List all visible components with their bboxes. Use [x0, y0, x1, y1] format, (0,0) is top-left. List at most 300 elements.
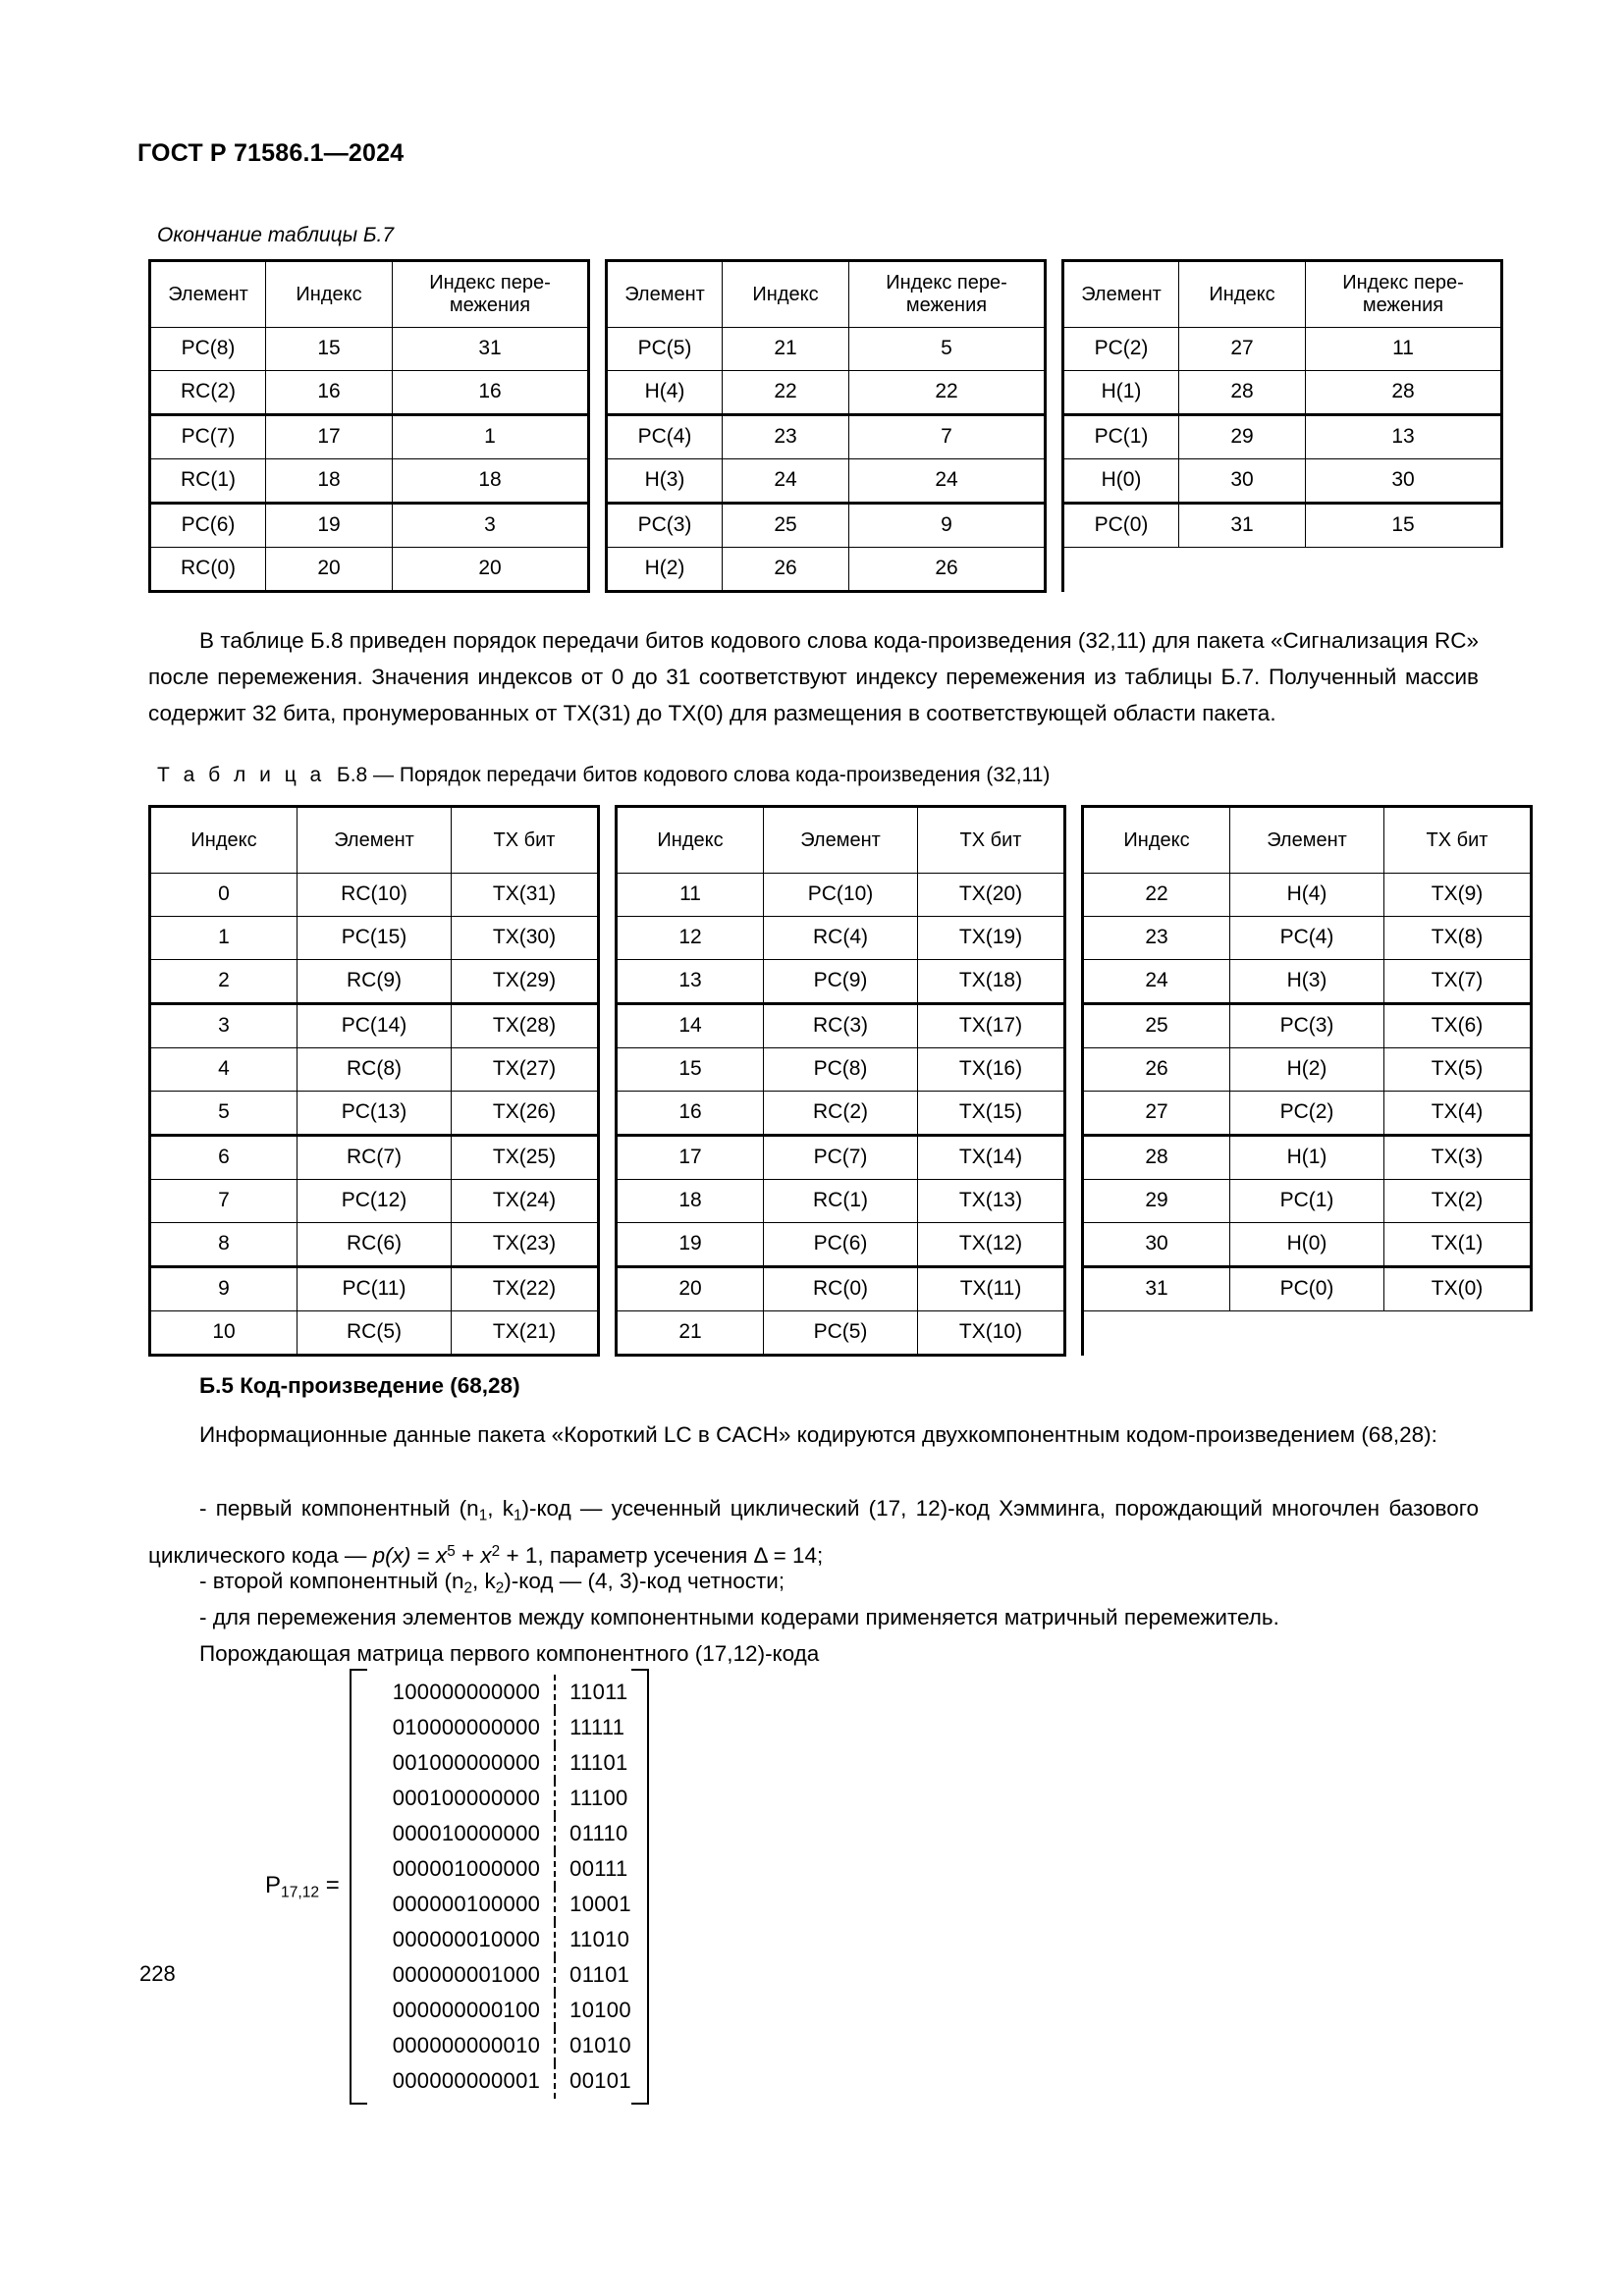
table-cell-index: 6: [150, 1136, 298, 1180]
table-block-gap: [1046, 459, 1063, 504]
table-b7-col-interleave-3-line1: Индекс пере-: [1342, 272, 1464, 294]
table-cell-element: PC(7): [150, 415, 266, 459]
bullet-1-part5: +: [455, 1543, 481, 1569]
table-block-gap: [599, 1267, 617, 1311]
table-b7-gap-1: [589, 261, 607, 328]
matrix-identity-part: 010000000000: [392, 1715, 541, 1739]
table-cell-tx: TX(24): [452, 1180, 599, 1223]
table-cell-index: 20: [617, 1267, 764, 1311]
bullet-2-part3: )-код — (4, 3)-код четности;: [504, 1569, 785, 1593]
table-cell-index: 26: [723, 548, 849, 592]
table-cell-tx: TX(11): [918, 1267, 1065, 1311]
table-b8-col-index-2: Индекс: [617, 807, 764, 874]
table-cell-tx: TX(29): [452, 960, 599, 1004]
table-cell-element: PC(3): [1230, 1004, 1384, 1048]
table-row: [150, 1311, 1532, 1356]
matrix-row: [367, 1887, 631, 1922]
matrix-label-subscript: 17,12: [281, 1884, 320, 1901]
matrix-parity-part: 01101: [569, 1962, 630, 1987]
table-b7-col-element-2: Элемент: [607, 261, 723, 328]
table-cell-interleave: 7: [849, 415, 1046, 459]
matrix-identity-part: 000000010000: [392, 1927, 541, 1951]
matrix-parity-part: 01110: [569, 1821, 628, 1845]
table-b8-col-tx-2: ТХ бит: [918, 807, 1065, 874]
table-block-gap: [1065, 1311, 1083, 1356]
table-block-gap: [599, 960, 617, 1004]
table-cell-index: 12: [617, 917, 764, 960]
table-cell-index: 18: [266, 459, 393, 504]
table-b7-col-interleave-2-line1: Индекс пере-: [886, 272, 1007, 294]
table-cell-index: 25: [723, 504, 849, 548]
table-cell-index: 3: [150, 1004, 298, 1048]
matrix-label-base: P: [265, 1871, 282, 1898]
table-block-gap: [1065, 1136, 1083, 1180]
bullet-1-part6: + 1, параметр усечения Δ = 14;: [500, 1543, 824, 1569]
table-row: [150, 459, 1502, 504]
bullet-3-text: - для перемежения элементов между компонентными кодерами применяется матричный перемежитель.: [199, 1605, 1279, 1629]
table-block-gap: [1065, 1092, 1083, 1136]
table-cell-index: 27: [1179, 328, 1306, 371]
table-cell-tx: TX(13): [918, 1180, 1065, 1223]
table-cell-element: PC(1): [1230, 1180, 1384, 1223]
table-cell-element: H(3): [607, 459, 723, 504]
table-cell-element: PC(14): [298, 1004, 452, 1048]
table-cell-element: RC(10): [298, 874, 452, 917]
table-cell-index: 22: [723, 371, 849, 415]
table-block-gap: [589, 415, 607, 459]
table-cell-index: 15: [266, 328, 393, 371]
table-b8-col-element-2: Элемент: [764, 807, 918, 874]
table-block-gap: [599, 917, 617, 960]
table-cell-interleave: 24: [849, 459, 1046, 504]
matrix-identity-part: 000010000000: [392, 1821, 541, 1845]
table-row: [150, 1004, 1532, 1048]
table-row: [150, 1180, 1532, 1223]
table-block-gap: [1065, 1180, 1083, 1223]
table-row: [150, 1048, 1532, 1092]
matrix-row: [367, 2028, 631, 2063]
matrix-identity-part: 000000100000: [392, 1892, 541, 1916]
bullet-1-part2: , k: [487, 1496, 514, 1521]
table-block-gap: [589, 504, 607, 548]
table-cell-index: 21: [617, 1311, 764, 1356]
page-title: ГОСТ Р 71586.1—2024: [137, 139, 405, 167]
table-b7-col-index-1: Индекс: [266, 261, 393, 328]
table-cell-index: 31: [1083, 1267, 1230, 1311]
table-cell-tx: TX(1): [1384, 1223, 1532, 1267]
table-cell-element: RC(3): [764, 1004, 918, 1048]
table-cell-element: PC(9): [764, 960, 918, 1004]
matrix-bracket-left: [350, 1669, 367, 2105]
table-cell-index: 15: [617, 1048, 764, 1092]
table-b7-col-interleave-2-line2: межения: [905, 294, 988, 316]
section-b5-paragraph-1: [148, 1416, 1479, 1453]
table-cell-index: 21: [723, 328, 849, 371]
table-cell-index: 28: [1179, 371, 1306, 415]
matrix-identity-part: 001000000000: [392, 1750, 541, 1775]
table-cell-element: PC(2): [1230, 1092, 1384, 1136]
table-cell-tx: TX(6): [1384, 1004, 1532, 1048]
table-cell-element: H(1): [1230, 1136, 1384, 1180]
table-block-gap: [589, 459, 607, 504]
table-cell-element: RC(0): [150, 548, 266, 592]
table-cell-index: 24: [1083, 960, 1230, 1004]
matrix-row: [367, 1710, 631, 1745]
table-b7-col-interleave-3-line2: межения: [1362, 294, 1444, 316]
matrix-parity-part: 11011: [569, 1680, 628, 1704]
table-b8-col-index-1: Индекс: [150, 807, 298, 874]
table-cell-element: RC(1): [150, 459, 266, 504]
table-cell-index: 1: [150, 917, 298, 960]
table-row: [150, 1223, 1532, 1267]
table-block-gap: [1065, 917, 1083, 960]
matrix-parity-part: 11010: [569, 1927, 630, 1951]
table-b8: [148, 805, 1533, 1357]
table-cell-element: PC(3): [607, 504, 723, 548]
table-cell-index: 16: [617, 1092, 764, 1136]
matrix-intro-text: Порождающая матрица первого компонентного (17,12)-кода: [199, 1641, 820, 1666]
matrix-row: [367, 1957, 631, 1993]
matrix-parity-part: 11101: [569, 1750, 628, 1775]
table-cell-empty: [1230, 1311, 1384, 1356]
table-b8-col-tx-1: ТХ бит: [452, 807, 599, 874]
table-b7-col-interleave-3: [1306, 261, 1502, 328]
table-cell-interleave: 18: [393, 459, 589, 504]
bullet-2-sub2: 2: [495, 1579, 505, 1597]
table-cell-tx: TX(5): [1384, 1048, 1532, 1092]
table-b8-gap-2: [1065, 807, 1083, 874]
table-cell-interleave: 3: [393, 504, 589, 548]
table-row: [150, 917, 1532, 960]
matrix-parity-part: 11100: [569, 1786, 628, 1810]
bullet-1-sub2: 1: [513, 1507, 522, 1524]
matrix-row: [367, 1993, 631, 2028]
table-cell-element: PC(11): [298, 1267, 452, 1311]
table-cell-interleave: 22: [849, 371, 1046, 415]
table-block-gap: [1065, 1267, 1083, 1311]
table-cell-element: H(2): [1230, 1048, 1384, 1092]
table-cell-tx: TX(10): [918, 1311, 1065, 1356]
table-cell-interleave: 28: [1306, 371, 1502, 415]
matrix-row: [367, 1816, 631, 1851]
table-cell-element: H(2): [607, 548, 723, 592]
matrix-parity-part: 00101: [569, 2068, 631, 2093]
table-cell-index: 0: [150, 874, 298, 917]
table-b7-col-element-3: Элемент: [1063, 261, 1179, 328]
table-cell-index: 18: [617, 1180, 764, 1223]
bullet-1-sup1: 5: [447, 1543, 456, 1561]
matrix-identity-part: 000000001000: [392, 1962, 541, 1987]
table-b7-header-row: [150, 261, 1502, 328]
table-cell-interleave: 16: [393, 371, 589, 415]
table-cell-index: 25: [1083, 1004, 1230, 1048]
table-b7-col-index-3: Индекс: [1179, 261, 1306, 328]
bullet-2-sub1: 2: [463, 1579, 472, 1597]
bullet-1-polynomial: p(x): [372, 1543, 411, 1569]
table-cell-element: RC(8): [298, 1048, 452, 1092]
table-cell-tx: TX(23): [452, 1223, 599, 1267]
table-cell-index: 10: [150, 1311, 298, 1356]
table-cell-interleave: 31: [393, 328, 589, 371]
matrix-bracket-right: [631, 1669, 649, 2105]
matrix-row: [367, 2063, 631, 2099]
table-block-gap: [599, 1223, 617, 1267]
matrix-row: [367, 1851, 631, 1887]
table-block-gap: [589, 548, 607, 592]
table-cell-tx: TX(21): [452, 1311, 599, 1356]
table-cell-index: 24: [723, 459, 849, 504]
table-row: [150, 1136, 1532, 1180]
table-cell-index: 4: [150, 1048, 298, 1092]
table-cell-interleave: 30: [1306, 459, 1502, 504]
table-cell-index: 31: [1179, 504, 1306, 548]
matrix-row: [367, 1745, 631, 1781]
table-cell-element: PC(4): [1230, 917, 1384, 960]
table-cell-index: 14: [617, 1004, 764, 1048]
table-cell-index: 26: [1083, 1048, 1230, 1092]
page-number: 228: [139, 1961, 176, 1986]
table-cell-tx: TX(20): [918, 874, 1065, 917]
matrix-parity-part: 11111: [569, 1715, 625, 1739]
table-block-gap: [1046, 371, 1063, 415]
table-b8-col-tx-3: ТХ бит: [1384, 807, 1532, 874]
matrix-identity-part: 000100000000: [392, 1786, 541, 1810]
table-block-gap: [589, 328, 607, 371]
bullet-2-part1: - второй компонентный (n: [199, 1569, 464, 1593]
table-cell-element: PC(5): [764, 1311, 918, 1356]
paragraph-b8-intro-text: В таблице Б.8 приведен порядок передачи битов кодового слова кода-произведения (32,11) для пакета «Сигнализация RC» после перемежения. Значения индексов от 0 до 31 соответствуют индексу перемежения из таблицы Б.7. Полученный массив содержит 32 бита, пронумерованных от TX(31) до TX(0) для размещения в соответствующей области пакета.: [148, 628, 1479, 725]
table-cell-tx: TX(3): [1384, 1136, 1532, 1180]
matrix-row: [367, 1922, 631, 1957]
table-cell-index: 5: [150, 1092, 298, 1136]
table-cell-interleave: 5: [849, 328, 1046, 371]
table-cell-tx: TX(12): [918, 1223, 1065, 1267]
table-cell-element: PC(2): [1063, 328, 1179, 371]
table-cell-element: PC(7): [764, 1136, 918, 1180]
table-cell-element: PC(15): [298, 917, 452, 960]
table-row: [150, 1092, 1532, 1136]
table-block-gap: [1065, 1004, 1083, 1048]
bullet-1-x1: x: [436, 1543, 448, 1569]
table-row: [150, 874, 1532, 917]
table-cell-element: PC(10): [764, 874, 918, 917]
table-cell-tx: TX(7): [1384, 960, 1532, 1004]
matrix-parity-part: 10001: [569, 1892, 631, 1916]
table-cell-tx: TX(15): [918, 1092, 1065, 1136]
table-b8-col-element-1: Элемент: [298, 807, 452, 874]
table-block-gap: [599, 1136, 617, 1180]
section-b5-matrix-intro: [148, 1635, 1479, 1672]
table-cell-element: PC(8): [150, 328, 266, 371]
table-block-gap: [1065, 874, 1083, 917]
table-b7-col-interleave-1-line2: межения: [449, 294, 531, 316]
table-cell-index: 19: [617, 1223, 764, 1267]
table-cell-element: PC(6): [764, 1223, 918, 1267]
table-cell-element: H(0): [1063, 459, 1179, 504]
table-cell-interleave: 26: [849, 548, 1046, 592]
table-cell-tx: TX(18): [918, 960, 1065, 1004]
table-cell-element: PC(6): [150, 504, 266, 548]
table-row: [150, 504, 1502, 548]
matrix-identity-part: 100000000000: [392, 1680, 541, 1704]
table-row: [150, 960, 1532, 1004]
table-cell-interleave: 9: [849, 504, 1046, 548]
table-cell-element: RC(6): [298, 1223, 452, 1267]
table-cell-tx: TX(30): [452, 917, 599, 960]
table-cell-element: RC(7): [298, 1136, 452, 1180]
table-cell-tx: TX(16): [918, 1048, 1065, 1092]
table-b7-col-interleave-1-line1: Индекс пере-: [429, 272, 551, 294]
table-b7-col-index-2: Индекс: [723, 261, 849, 328]
table-cell-empty: [1306, 548, 1502, 592]
section-b5-paragraph-1-text: Информационные данные пакета «Короткий LC в CACH» кодируются двухкомпонентным кодом-произведением (68,28):: [199, 1422, 1437, 1447]
table-cell-interleave: 20: [393, 548, 589, 592]
table-block-gap: [1046, 415, 1063, 459]
table-block-gap: [599, 1092, 617, 1136]
table-b7-caption: Окончание таблицы Б.7: [157, 224, 395, 246]
matrix-identity-part: 000000000010: [392, 2033, 541, 2057]
table-cell-element: PC(12): [298, 1180, 452, 1223]
table-cell-tx: TX(27): [452, 1048, 599, 1092]
table-cell-empty: [1179, 548, 1306, 592]
table-cell-tx: TX(26): [452, 1092, 599, 1136]
bullet-1-part3: )-код — усеченный циклический (17, 12)-код Хэмминга, порождающий многочлен базового циклического кода —: [148, 1496, 1479, 1569]
table-cell-interleave: 13: [1306, 415, 1502, 459]
table-cell-element: H(4): [1230, 874, 1384, 917]
table-cell-tx: TX(8): [1384, 917, 1532, 960]
table-cell-element: H(3): [1230, 960, 1384, 1004]
table-b8-caption: [157, 764, 1050, 787]
table-cell-element: PC(0): [1063, 504, 1179, 548]
table-block-gap: [599, 1180, 617, 1223]
table-block-gap: [599, 1048, 617, 1092]
table-cell-tx: TX(4): [1384, 1092, 1532, 1136]
table-cell-tx: TX(2): [1384, 1180, 1532, 1223]
table-cell-element: RC(4): [764, 917, 918, 960]
paragraph-b8-intro: [148, 622, 1479, 731]
table-cell-index: 17: [617, 1136, 764, 1180]
table-cell-index: 28: [1083, 1136, 1230, 1180]
matrix-row: [367, 1675, 631, 1710]
section-b5-bullet-1: [148, 1490, 1479, 1574]
table-block-gap: [1046, 548, 1063, 592]
table-b8-header-row: [150, 807, 1532, 874]
bullet-1-part4: =: [410, 1543, 436, 1569]
table-cell-element: RC(5): [298, 1311, 452, 1356]
table-cell-index: 16: [266, 371, 393, 415]
bullet-1-part1: - первый компонентный (n: [199, 1496, 479, 1521]
matrix-identity-part: 000000000001: [392, 2068, 541, 2093]
table-b7-gap-2: [1046, 261, 1063, 328]
table-row: [150, 548, 1502, 592]
table-cell-index: 11: [617, 874, 764, 917]
table-cell-index: 23: [723, 415, 849, 459]
table-cell-index: 29: [1179, 415, 1306, 459]
table-row: [150, 415, 1502, 459]
table-cell-element: RC(2): [764, 1092, 918, 1136]
table-b8-caption-text: Б.8 — Порядок передачи битов кодового слова кода-произведения (32,11): [336, 764, 1051, 786]
matrix-label: [265, 1872, 340, 1902]
table-cell-tx: TX(19): [918, 917, 1065, 960]
table-cell-tx: TX(0): [1384, 1267, 1532, 1311]
table-b8-caption-label: Т а б л и ц а: [157, 764, 326, 786]
matrix-identity-part: 000000000100: [392, 1998, 541, 2022]
table-cell-index: 23: [1083, 917, 1230, 960]
table-cell-element: RC(0): [764, 1267, 918, 1311]
table-block-gap: [599, 874, 617, 917]
table-cell-tx: TX(25): [452, 1136, 599, 1180]
table-b8-col-element-3: Элемент: [1230, 807, 1384, 874]
table-cell-tx: TX(22): [452, 1267, 599, 1311]
table-cell-element: RC(2): [150, 371, 266, 415]
table-cell-interleave: 15: [1306, 504, 1502, 548]
table-cell-element: PC(8): [764, 1048, 918, 1092]
matrix-rows: [367, 1669, 631, 2105]
bullet-2-part2: , k: [472, 1569, 496, 1593]
table-cell-empty: [1063, 548, 1179, 592]
matrix-row: [367, 1781, 631, 1816]
table-cell-index: 8: [150, 1223, 298, 1267]
table-cell-element: PC(13): [298, 1092, 452, 1136]
section-b5-heading: Б.5 Код-произведение (68,28): [199, 1373, 520, 1398]
table-block-gap: [1065, 960, 1083, 1004]
table-block-gap: [599, 1311, 617, 1356]
table-cell-index: 30: [1083, 1223, 1230, 1267]
table-cell-element: H(0): [1230, 1223, 1384, 1267]
table-block-gap: [599, 1004, 617, 1048]
table-row: [150, 1267, 1532, 1311]
table-block-gap: [1065, 1223, 1083, 1267]
table-b7-col-interleave-1: [393, 261, 589, 328]
table-cell-empty: [1083, 1311, 1230, 1356]
table-b7-col-element-1: Элемент: [150, 261, 266, 328]
table-cell-index: 9: [150, 1267, 298, 1311]
table-cell-tx: TX(31): [452, 874, 599, 917]
table-cell-index: 7: [150, 1180, 298, 1223]
table-cell-element: RC(9): [298, 960, 452, 1004]
table-block-gap: [1046, 328, 1063, 371]
table-row: [150, 328, 1502, 371]
table-cell-element: PC(0): [1230, 1267, 1384, 1311]
table-cell-index: 30: [1179, 459, 1306, 504]
table-cell-tx: TX(14): [918, 1136, 1065, 1180]
table-b8-gap-1: [599, 807, 617, 874]
table-cell-tx: TX(28): [452, 1004, 599, 1048]
table-b7: [148, 259, 1503, 593]
table-cell-interleave: 1: [393, 415, 589, 459]
table-cell-element: H(4): [607, 371, 723, 415]
table-row: [150, 371, 1502, 415]
table-cell-interleave: 11: [1306, 328, 1502, 371]
section-b5-bullet-3: [148, 1599, 1479, 1635]
table-cell-index: 2: [150, 960, 298, 1004]
table-b7-col-interleave-2: [849, 261, 1046, 328]
table-cell-element: PC(5): [607, 328, 723, 371]
table-cell-element: RC(1): [764, 1180, 918, 1223]
table-cell-index: 19: [266, 504, 393, 548]
matrix-parity-part: 00111: [569, 1856, 628, 1881]
table-block-gap: [589, 371, 607, 415]
bullet-1-x2: x: [480, 1543, 492, 1569]
table-b8-col-index-3: Индекс: [1083, 807, 1230, 874]
table-cell-element: PC(4): [607, 415, 723, 459]
table-cell-index: 22: [1083, 874, 1230, 917]
matrix-parity-part: 01010: [569, 2033, 631, 2057]
table-block-gap: [1065, 1048, 1083, 1092]
table-cell-tx: TX(9): [1384, 874, 1532, 917]
table-cell-index: 20: [266, 548, 393, 592]
table-block-gap: [1046, 504, 1063, 548]
